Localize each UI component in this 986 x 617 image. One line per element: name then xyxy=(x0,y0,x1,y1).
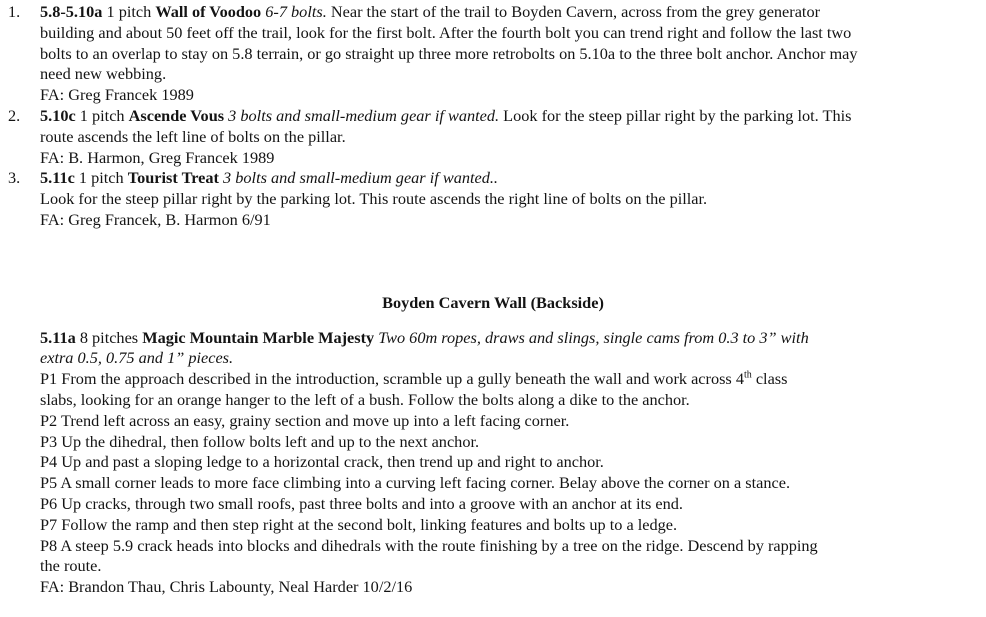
pitch-description: P3 Up the dihedral, then follow bolts left and up to the next anchor. xyxy=(40,431,480,451)
pitch-description: P8 A steep 5.9 crack heads into blocks and dihedrals with the route finishing by a tree on the ridge. Descend by rapping xyxy=(40,535,818,555)
route-header xyxy=(40,106,975,127)
route-number: 1. xyxy=(8,2,21,21)
route-grade: 5.8-5.10a xyxy=(40,2,103,21)
route-gear: 6-7 bolts. xyxy=(265,2,327,21)
route-number: 2. xyxy=(8,105,21,125)
pitch-description: P2 Trend left across an easy, grainy section and move up into a left facing corner. xyxy=(40,410,570,430)
route-pitches: 8 pitches xyxy=(79,327,139,347)
pitch-description: P4 Up and past a sloping ledge to a horizontal crack, then trend up and right to anchor. xyxy=(40,452,604,472)
route-fa: FA: B. Harmon, Greg Francek 1989 xyxy=(40,147,275,167)
route-fa: FA: Greg Francek 1989 xyxy=(40,85,194,105)
pitch-superscript: th xyxy=(743,369,752,381)
section-route xyxy=(40,328,975,598)
pitch-description: the route. xyxy=(40,556,102,576)
route-grade: 5.11a xyxy=(40,327,76,347)
route-desc: Look for the steep pillar right by the parking lot. This xyxy=(503,105,852,125)
route-gear: Two 60m ropes, draws and slings, single cams from 0.3 to 3” with xyxy=(378,327,809,347)
section-title: Boyden Cavern Wall (Backside) xyxy=(382,292,604,312)
route-pitches: 1 pitch xyxy=(78,168,124,188)
route-desc: need new webbing. xyxy=(40,64,167,84)
route-entry xyxy=(0,106,986,168)
route-desc: Look for the steep pillar right by the parking lot. This route ascends the right line of bolts on the pillar. xyxy=(40,189,708,209)
document-page xyxy=(0,2,986,598)
pitch-description: P6 Up cracks, through two small roofs, past three bolts and into a groove with an anchor at its end. xyxy=(40,493,683,513)
route-fa: FA: Greg Francek, B. Harmon 6/91 xyxy=(40,209,271,229)
pitch-description xyxy=(40,369,975,390)
route-pitches: 1 pitch xyxy=(106,2,152,21)
route-fa: FA: Brandon Thau, Chris Labounty, Neal Harder 10/2/16 xyxy=(40,577,413,597)
route-name: Ascende Vous xyxy=(128,105,225,125)
route-gear: 3 bolts and small-medium gear if wanted.. xyxy=(223,168,499,188)
route-desc: route ascends the left line of bolts on the pillar. xyxy=(40,126,346,146)
route-name: Wall of Voodoo xyxy=(155,2,262,21)
route-header xyxy=(40,168,975,189)
route-name: Tourist Treat xyxy=(127,168,219,188)
route-desc: building and about 50 feet off the trail, look for the first bolt. After the fourth bolt you can trend right and follow the last two xyxy=(40,22,852,42)
route-grade: 5.11c xyxy=(40,168,75,188)
route-pitches: 1 pitch xyxy=(79,105,125,125)
route-header xyxy=(40,328,975,349)
route-entry xyxy=(0,168,986,230)
pitch-text: P1 From the approach described in the introduction, scramble up a gully beneath the wall and work across 4 xyxy=(40,369,744,389)
route-gear: 3 bolts and small-medium gear if wanted. xyxy=(228,105,500,125)
route-gear-cont: extra 0.5, 0.75 and 1” pieces. xyxy=(40,348,234,368)
pitch-description: P5 A small corner leads to more face climbing into a curving left facing corner. Belay above the corner on a stance. xyxy=(40,473,791,493)
route-header xyxy=(40,2,975,23)
route-name: Magic Mountain Marble Majesty xyxy=(142,327,375,347)
pitch-description: slabs, looking for an orange hanger to the left of a bush. Follow the bolts along a dike to the anchor. xyxy=(40,389,690,409)
route-desc: Near the start of the trail to Boyden Cavern, across from the grey generator xyxy=(330,2,821,21)
route-grade: 5.10c xyxy=(40,105,76,125)
route-desc: bolts to an overlap to stay on 5.8 terrain, or go straight up three more retrobolts on 5.10a to the three bolt anchor. Anchor may xyxy=(40,43,858,63)
route-entry xyxy=(0,2,986,106)
route-number: 3. xyxy=(8,168,21,188)
pitch-description: P7 Follow the ramp and then step right at the second bolt, linking features and bolts up to a ledge. xyxy=(40,514,678,534)
pitch-text: class xyxy=(751,369,788,389)
